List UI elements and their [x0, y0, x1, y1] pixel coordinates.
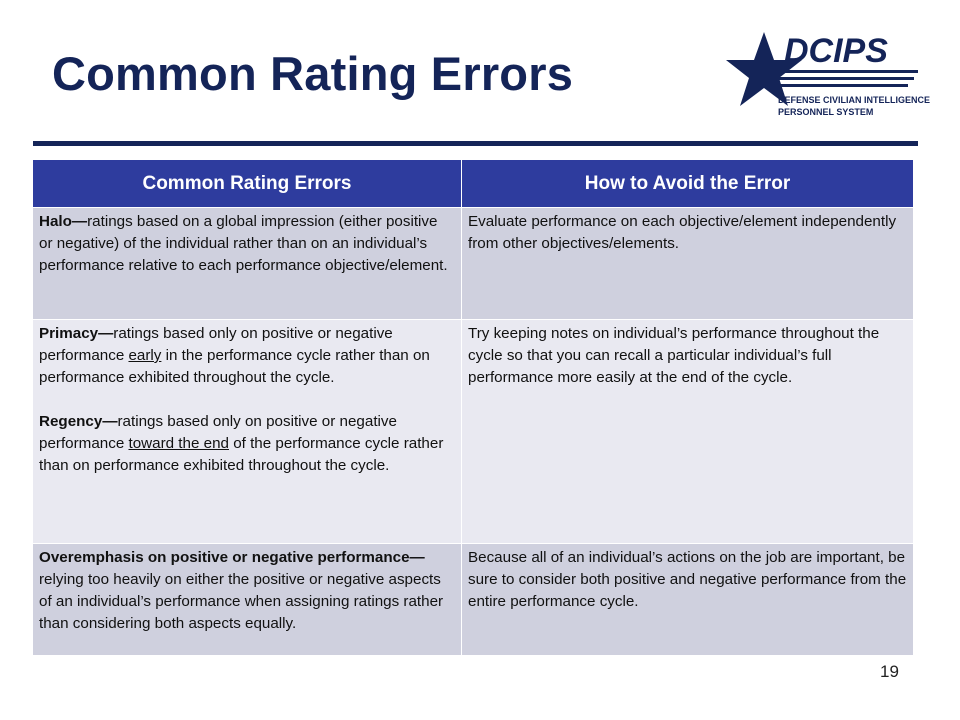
slide-title: Common Rating Errors: [52, 47, 574, 100]
error-description: relying too heavily on either the positive or negative aspects of an individual’s performance when assigning ratings rather than considering both aspects equally.: [39, 571, 444, 632]
avoid-cell: Because all of an individual’s actions on the job are important, be sure to consider both positive and negative performance from the entire performance cycle.: [462, 544, 914, 656]
table-header-row: [33, 160, 914, 208]
logo-wordmark: DCIPS: [784, 32, 888, 70]
table-row: [33, 208, 914, 320]
error-term: Regency: [39, 413, 103, 430]
table-row: [33, 544, 914, 656]
error-description: ratings based on a global impression (either positive or negative) of the individual rather than on an individual’s performance relative to each performance objective/element.: [39, 213, 448, 274]
rating-errors-table: [32, 159, 914, 656]
logo-line-1: DEFENSE CIVILIAN INTELLIGENCE: [778, 95, 931, 105]
error-cell: Primacy—ratings based only on positive or negative performance early in the performance cycle rather than on performance exhibited throughout the cycle. Regency—ratings based only on positive or negative performance toward the end of the performance cycle rather than on performance exhibited throughout the cycle.: [33, 320, 462, 544]
underlined-emphasis: early: [128, 347, 162, 364]
error-term: Overemphasis on positive or negative performance: [39, 549, 410, 566]
error-cell: Overemphasis on positive or negative performance—relying too heavily on either the positive or negative aspects of an individual’s performance when assigning ratings rather than considering both aspects equally.: [33, 544, 462, 656]
avoid-cell: Evaluate performance on each objective/element independently from other objectives/elements.: [462, 208, 914, 320]
error-term: Primacy: [39, 325, 99, 342]
title-divider: [33, 141, 918, 146]
error-term: Halo: [39, 213, 72, 230]
header-how-to-avoid: How to Avoid the Error: [462, 160, 914, 208]
page-number: 19: [880, 662, 899, 681]
dcips-logo: [722, 28, 932, 128]
header-common-rating-errors: Common Rating Errors: [33, 160, 462, 208]
underlined-emphasis: toward the end: [128, 435, 229, 452]
logo-line-2: PERSONNEL SYSTEM: [778, 107, 874, 117]
table-row: [33, 320, 914, 544]
avoid-cell: Try keeping notes on individual’s performance throughout the cycle so that you can recall a particular individual’s full performance more easily at the end of the cycle.: [462, 320, 914, 544]
error-cell: Halo—ratings based on a global impression (either positive or negative) of the individual rather than on an individual’s performance relative to each performance objective/element.: [33, 208, 462, 320]
